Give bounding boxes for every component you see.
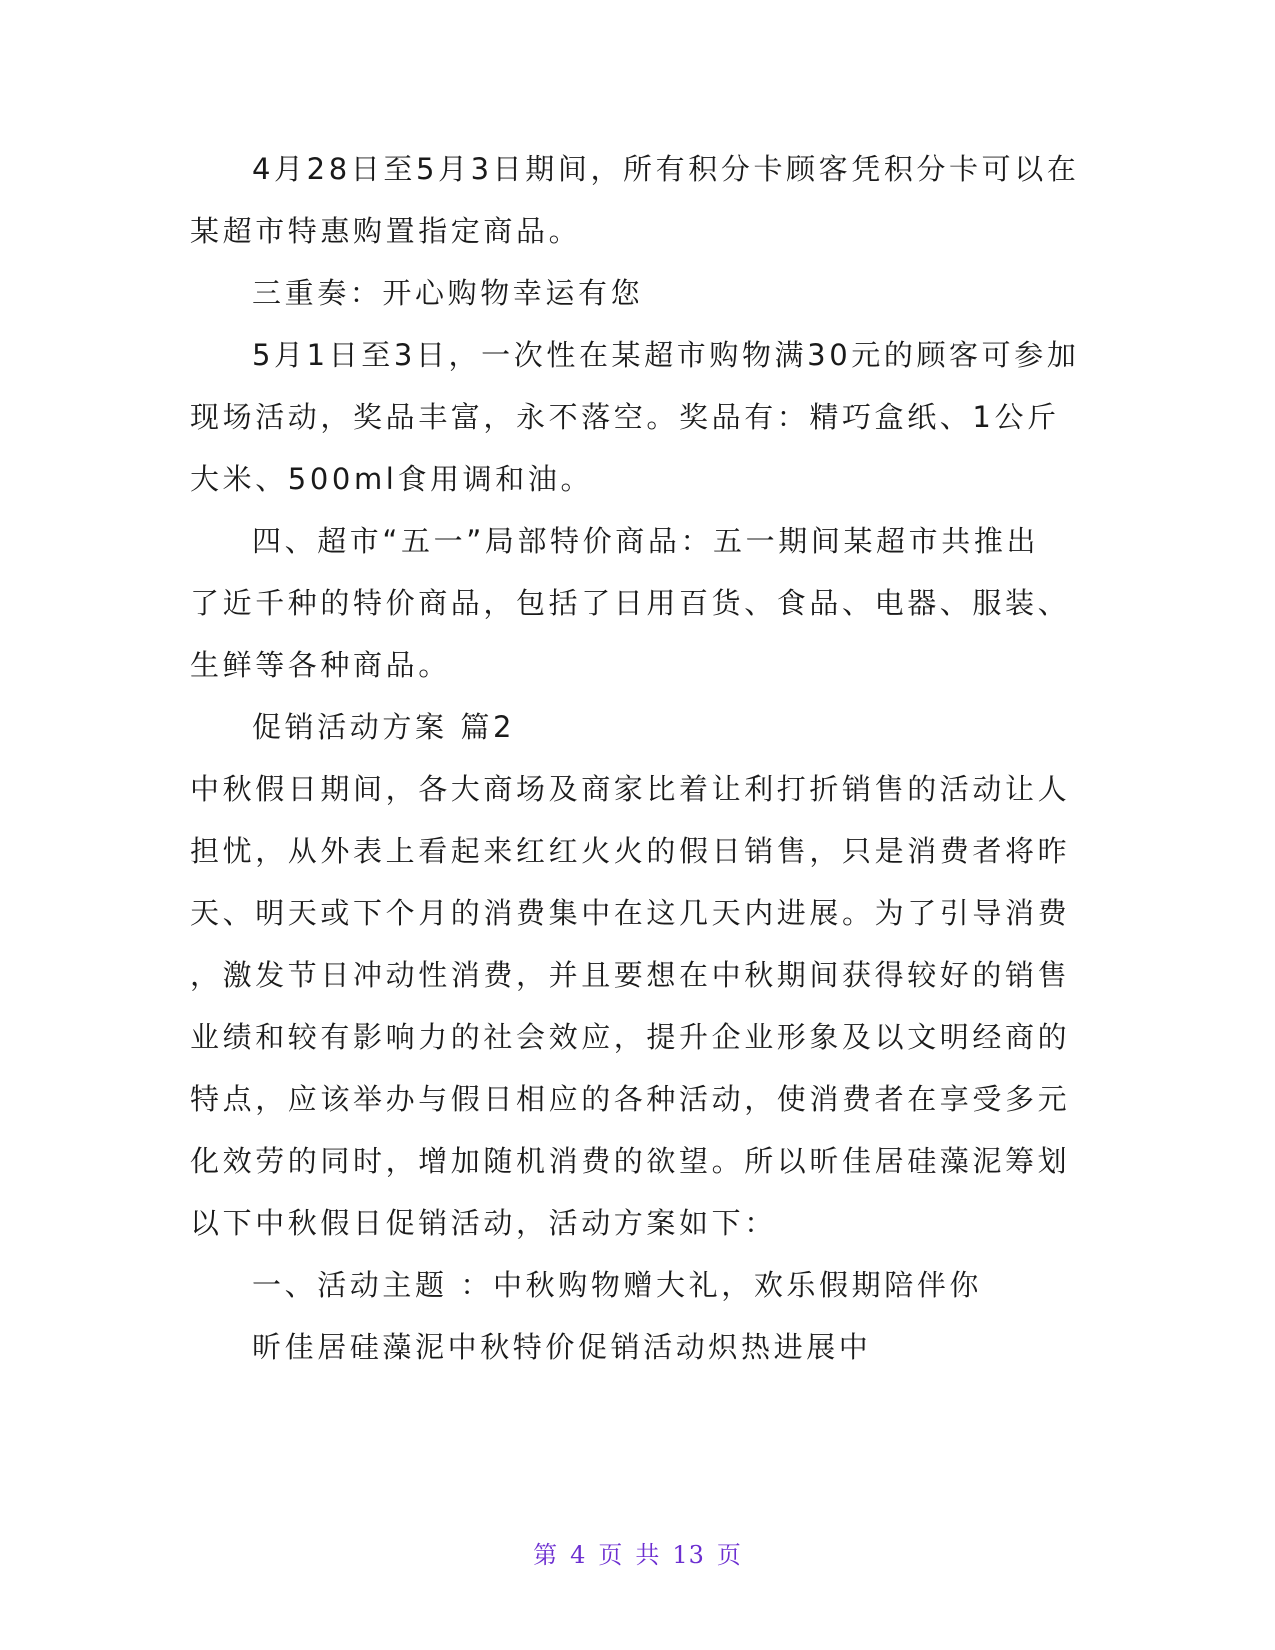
paragraph-line: 大米、500ml食用调和油。 xyxy=(190,462,594,496)
footer-suffix: 页 xyxy=(716,1541,742,1569)
section-heading: 三重奏：开心购物幸运有您 xyxy=(252,276,644,310)
paragraph-line: 5月1日至3日，一次性在某超市购物满30元的顾客可参加 xyxy=(252,338,1080,372)
footer-current-page: 4 xyxy=(570,1541,587,1569)
paragraph-line: 化效劳的同时，增加随机消费的欲望。所以昕佳居硅藻泥筹划 xyxy=(190,1144,1071,1178)
paragraph-line: 现场活动，奖品丰富，永不落空。奖品有：精巧盒纸、1公斤 xyxy=(190,400,1060,434)
paragraph-line: 中秋假日期间，各大商场及商家比着让利打折销售的活动让人 xyxy=(190,772,1071,806)
paragraph-line: 生鲜等各种商品。 xyxy=(190,648,451,682)
footer-total-pages: 13 xyxy=(672,1541,705,1569)
paragraph-line: ，激发节日冲动性消费，并且要想在中秋期间获得较好的销售 xyxy=(190,958,1071,992)
footer-page-word: 页 xyxy=(598,1541,624,1569)
document-body xyxy=(190,138,1080,1378)
paragraph-line: 四、超市“五一”局部特价商品：五一期间某超市共推出 xyxy=(252,524,1040,558)
section-heading: 一、活动主题 ：中秋购物赠大礼，欢乐假期陪伴你 xyxy=(252,1268,983,1302)
paragraph-line: 天、明天或下个月的消费集中在这几天内进展。为了引导消费 xyxy=(190,896,1071,930)
paragraph-line: 了近千种的特价商品，包括了日用百货、食品、电器、服装、 xyxy=(190,586,1071,620)
paragraph-line: 担忧，从外表上看起来红红火火的假日销售，只是消费者将昨 xyxy=(190,834,1071,868)
paragraph-line: 特点，应该举办与假日相应的各种活动，使消费者在享受多元 xyxy=(190,1082,1071,1116)
paragraph-line: 某超市特惠购置指定商品。 xyxy=(190,214,582,248)
footer-prefix: 第 xyxy=(533,1541,559,1569)
footer-total-word: 共 xyxy=(635,1541,661,1569)
paragraph-line: 以下中秋假日促销活动，活动方案如下： xyxy=(190,1206,777,1240)
paragraph-line: 4月28日至5月3日期间，所有积分卡顾客凭积分卡可以在 xyxy=(252,152,1080,186)
paragraph-line: 业绩和较有影响力的社会效应，提升企业形象及以文明经商的 xyxy=(190,1020,1071,1054)
page-footer xyxy=(0,1535,1275,1570)
paragraph-line: 昕佳居硅藻泥中秋特价促销活动炽热进展中 xyxy=(252,1330,872,1364)
section-heading: 促销活动方案 篇2 xyxy=(252,710,516,744)
